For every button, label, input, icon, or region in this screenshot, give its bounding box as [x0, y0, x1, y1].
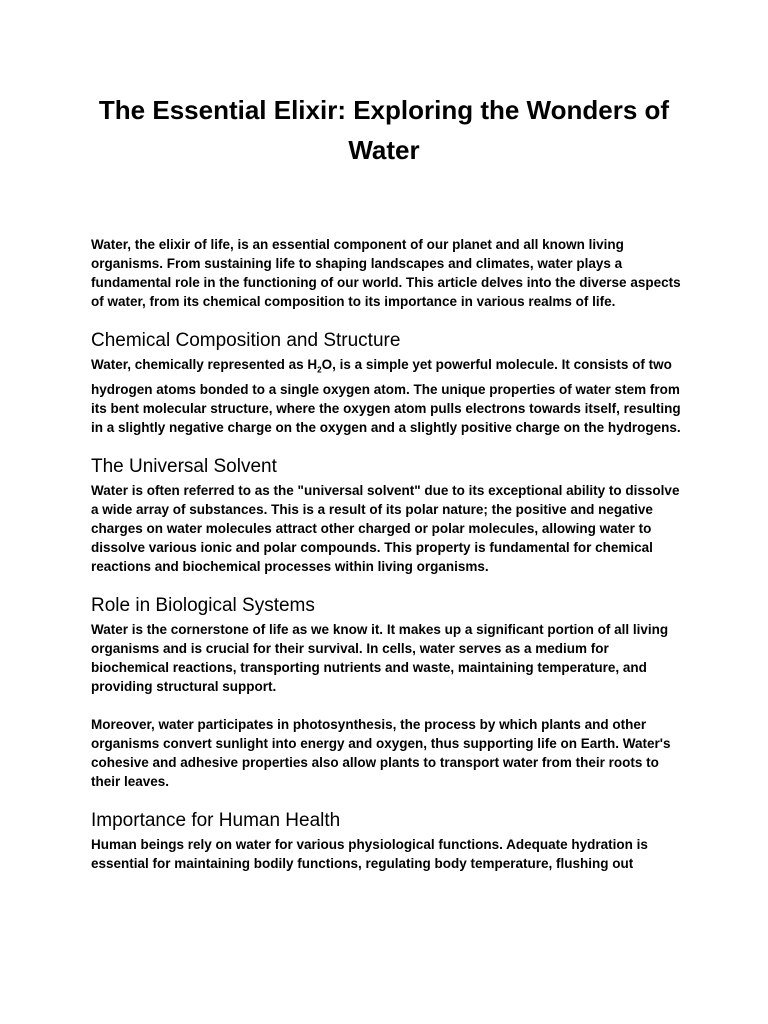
- formula-text-after: O, is a simple yet powerful molecule. It consists of two hydrogen atoms bonded to a single oxygen atom. The unique properties of water stem from its bent molecular structure, where the oxygen atom pulls electrons towards itself, resulting in a slightly negative charge on the oxygen and a slightly positive charge on the hydrogens.: [91, 357, 681, 435]
- section-paragraph-universal-solvent: Water is often referred to as the "universal solvent" due to its exceptional ability to dissolve a wide array of substances. This is a result of its polar nature; the positive and negative charges on water molecules attract other charged or polar molecules, allowing water to dissolve various ionic and polar compounds. This property is fundamental for chemical reactions and biochemical processes within living organisms.: [91, 482, 680, 574]
- document-title: The Essential Elixir: Exploring the Wonders of Water: [98, 95, 670, 165]
- intro-paragraph: Water, the elixir of life, is an essential component of our planet and all known living organisms. From sustaining life to shaping landscapes and climates, water plays a fundamental role in the functioning of our world. This article delves into the diverse aspects of water, from its chemical composition to its importance in various realms of life.: [91, 237, 681, 309]
- section-paragraph-chemical-composition: [91, 355, 687, 437]
- section-heading-universal-solvent: The Universal Solvent: [91, 455, 277, 477]
- section-paragraph-biological-systems-2: Moreover, water participates in photosynthesis, the process by which plants and other organisms convert sunlight into energy and oxygen, thus supporting life on Earth. Water's cohesive and adhesive properties also allow plants to transport water from their roots to their leaves.: [91, 716, 671, 789]
- section-heading-biological-systems: Role in Biological Systems: [91, 594, 315, 616]
- section-heading-human-health: Importance for Human Health: [91, 809, 341, 831]
- section-heading-chemical-composition: Chemical Composition and Structure: [91, 330, 401, 351]
- section-paragraph-biological-systems-1: Water is the cornerstone of life as we know it. It makes up a significant portion of all living organisms and is crucial for their survival. In cells, water serves as a medium for biochemical reactions, transporting nutrients and waste, maintaining temperature, and providing structural support.: [91, 621, 669, 694]
- section-paragraph-human-health: Human beings rely on water for various physiological functions. Adequate hydration is essential for maintaining bodily functions, regulating body temperature, flushing out: [91, 836, 648, 871]
- formula-text-before: Water, chemically represented as H: [91, 357, 318, 372]
- document-body: [91, 235, 687, 873]
- formula-subscript: 2: [317, 365, 322, 375]
